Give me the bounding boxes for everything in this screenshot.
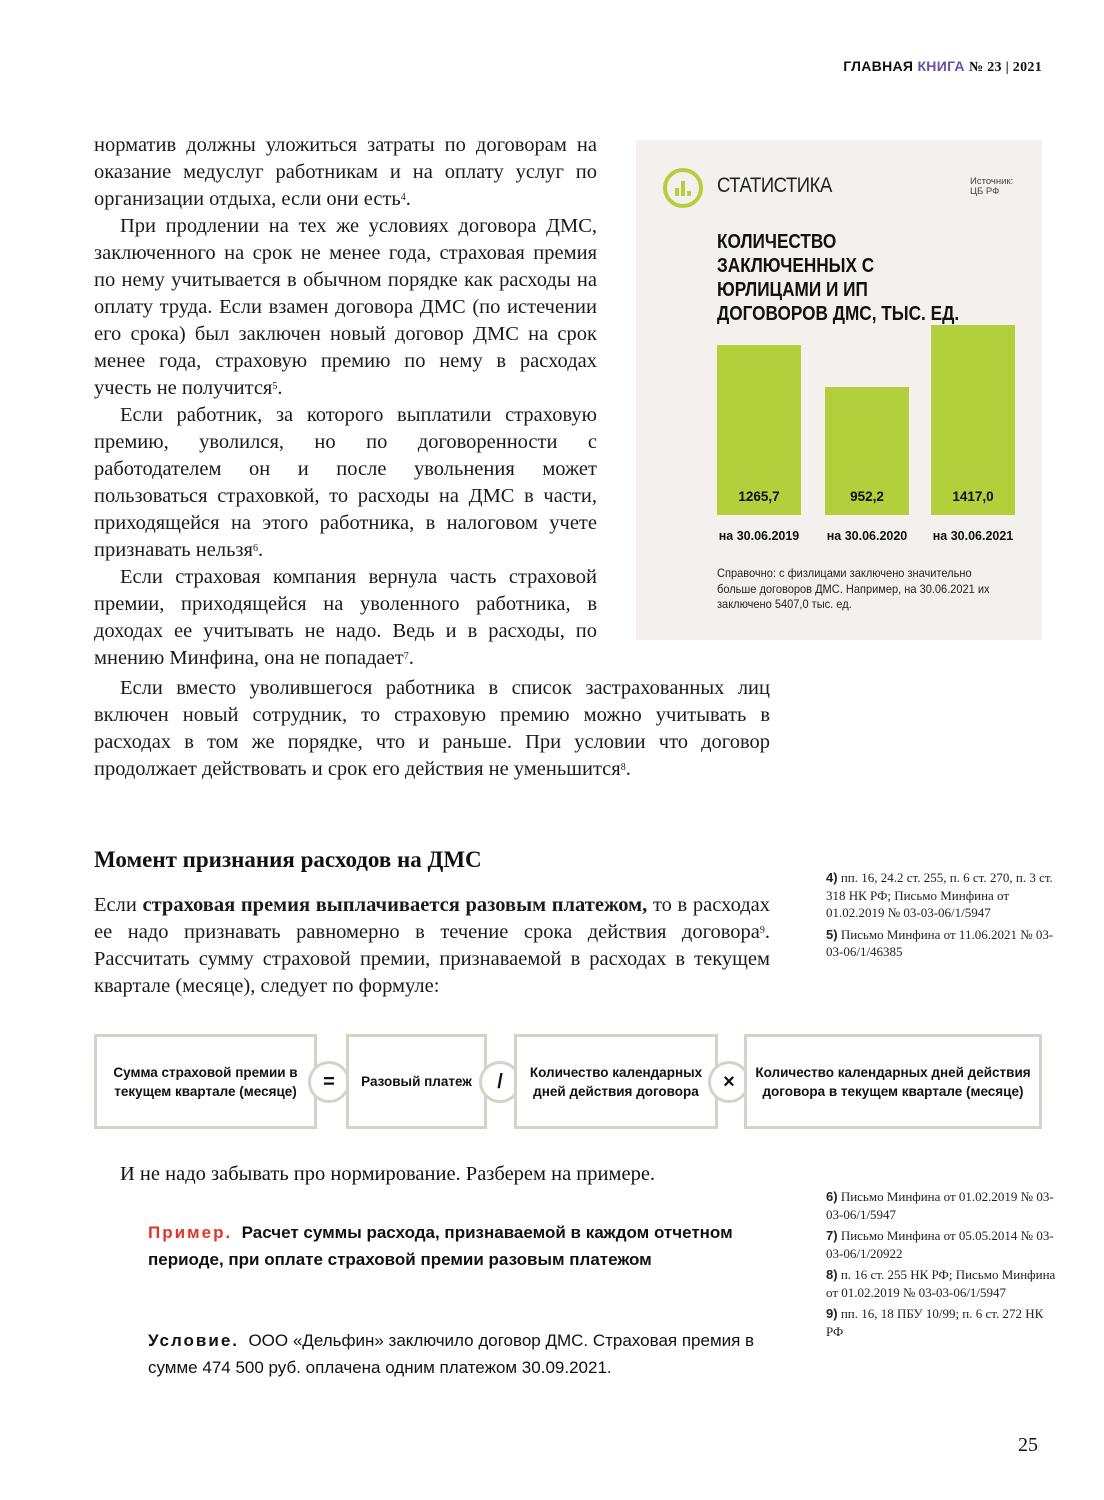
stat-note: Справочно: с физлицами заключено значительно больше договоров ДМС. Например, на 30.06.2021 их заключено 5407,0 тыс. ед. (717, 566, 990, 611)
paragraph: И не надо забывать про нормирование. Разберем на примере. (120, 1163, 656, 1185)
footnote: 5) Письмо Минфина от 11.06.2021 № 03-03-06/1/46385 (826, 926, 1054, 959)
example-title: Расчет суммы расхода, признаваемой в каждом отчетном периоде, при оплате страховой премии разовым платежом (148, 1223, 733, 1269)
bar-category-label: на 30.06.2019 (718, 529, 800, 543)
footnotes-bottom (826, 1188, 1056, 1344)
formula-diagram (94, 1034, 1042, 1129)
bar-category-label: на 30.06.2021 (932, 529, 1014, 543)
section-heading: Момент признания расходов на ДМС (94, 847, 482, 872)
paragraph: Если вместо уволившегося работника в список застрахованных лиц включен новый сотрудник, то страховую премию можно учитывать в расходах в том же порядке, что и раньше. При условии что договор продолжает действовать и срок его действия не уменьшится$^8$. (94, 677, 770, 780)
equals-operator: = (308, 1061, 350, 1103)
stat-section-label: СТАТИСТИКА (717, 174, 832, 197)
bar-category-label: на 30.06.2020 (826, 529, 908, 543)
divide-operator: / (479, 1061, 521, 1103)
bar-value-label: 1417,0 (952, 489, 994, 504)
footnote-ref[interactable]: 6 (252, 543, 258, 554)
formula-term-payment: Разовый платеж (346, 1034, 487, 1129)
footnote: 4) пп. 16, 24.2 ст. 255, п. 6 ст. 270, п. 3 ст. 318 НК РФ; Письмо Минфина от 01.02.2019 № 03-03-06/1/5947 (826, 870, 1053, 920)
brand-name-part2: КНИГА (917, 58, 965, 74)
condition-text: ООО «Дельфин» заключило договор ДМС. Страховая премия в сумме 474 500 руб. оплачена одним платежом 30.09.2021. (148, 1331, 755, 1377)
footnote-ref[interactable]: 5 (272, 381, 278, 392)
formula-term-contract-days: Количество календарных дней действия договора (514, 1034, 718, 1129)
formula-term-period-days: Количество календарных дней действия договора в текущем квартале (месяце) (744, 1034, 1042, 1129)
condition-tag: Условие. (148, 1331, 239, 1350)
footnote-ref[interactable]: 7 (403, 651, 409, 662)
page-number: 25 (1018, 1434, 1038, 1456)
multiply-operator: × (708, 1061, 750, 1103)
formula-term-result: Сумма страховой премии в текущем квартале (месяце) (94, 1034, 317, 1129)
body-text-column (94, 132, 597, 672)
example-condition (148, 1327, 768, 1381)
footnote: 8) п. 16 ст. 255 НК РФ; Письмо Минфина от 01.02.2019 № 03-03-06/1/5947 (826, 1267, 1056, 1300)
bar-value-label: 952,2 (850, 489, 884, 504)
brand-name-part1: ГЛАВНАЯ (843, 58, 914, 74)
footnote-ref[interactable]: 8 (620, 762, 626, 773)
emphasis: страховая премия выплачивается разовым платежом, (142, 894, 648, 916)
footnote-ref[interactable]: 4 (400, 192, 406, 203)
footnotes-top (826, 869, 1056, 965)
footnote: 6) Письмо Минфина от 01.02.2019 № 03-03-06/1/5947 (826, 1189, 1054, 1222)
paragraph: Если работник, за которого выплатили страховую премию, уволился, но по договоренности с работодателем он и после увольнения может пользоваться страховкой, то расходы на ДМС в части, приходящейся на этого работника, в налоговом учете признавать нельзя$^6$. (94, 404, 597, 561)
section-intro: Если страховая премия выплачивается разовым платежом, то в расходах ее надо признавать равномерно в течение срока действия договора$^9$. Рассчитать сумму страховой премии, признаваемой в расходах в текущем квартале (месяце), следует по формуле: (94, 894, 771, 997)
footnote-ref[interactable]: 9 (759, 925, 765, 936)
example-tag: Пример. (148, 1223, 233, 1242)
bar-chart (636, 140, 1042, 640)
bar-value-label: 1265,7 (738, 489, 780, 504)
footnote: 9) пп. 16, 18 ПБУ 10/99; п. 6 ст. 272 НК РФ (826, 1306, 1044, 1339)
statistics-sidebar (636, 140, 1042, 640)
paragraph: При продлении на тех же условиях договора ДМС, заключенного на срок не менее года, страховая премия по нему учитывается в обычном порядке как расходы на оплату труда. Если взамен договора ДМС (по истечении его срока) был заключен новый договор ДМС на срок менее года, страховую премию по нему в расходах учесть не получится$^5$. (94, 215, 597, 399)
paragraph: Если страховая компания вернула часть страховой премии, приходящейся на уволенного работника, в доходах ее учитывать не надо. Ведь и в расходы, по мнению Минфина, она не попадает$^7$. (94, 566, 597, 669)
paragraph: норматив должны уложиться затраты по договорам на оказание медуслуг работникам и на оплату услуг по организации отдыха, если они есть$^4$. (94, 134, 597, 210)
footnote: 7) Письмо Минфина от 05.05.2014 № 03-03-06/1/20922 (826, 1228, 1054, 1261)
stat-source: Источник: ЦБ РФ (970, 176, 1014, 197)
chart-title: КОЛИЧЕСТВО ЗАКЛЮЧЕННЫХ С ЮРЛИЦАМИ И ИП ДОГОВОРОВ ДМС, ТЫС. ЕД. (717, 231, 960, 325)
body-text-wide (94, 675, 770, 783)
running-header (843, 58, 1042, 76)
example-heading (148, 1219, 748, 1273)
issue-number: № 23 | 2021 (969, 60, 1042, 75)
chart-bar (931, 325, 1015, 515)
